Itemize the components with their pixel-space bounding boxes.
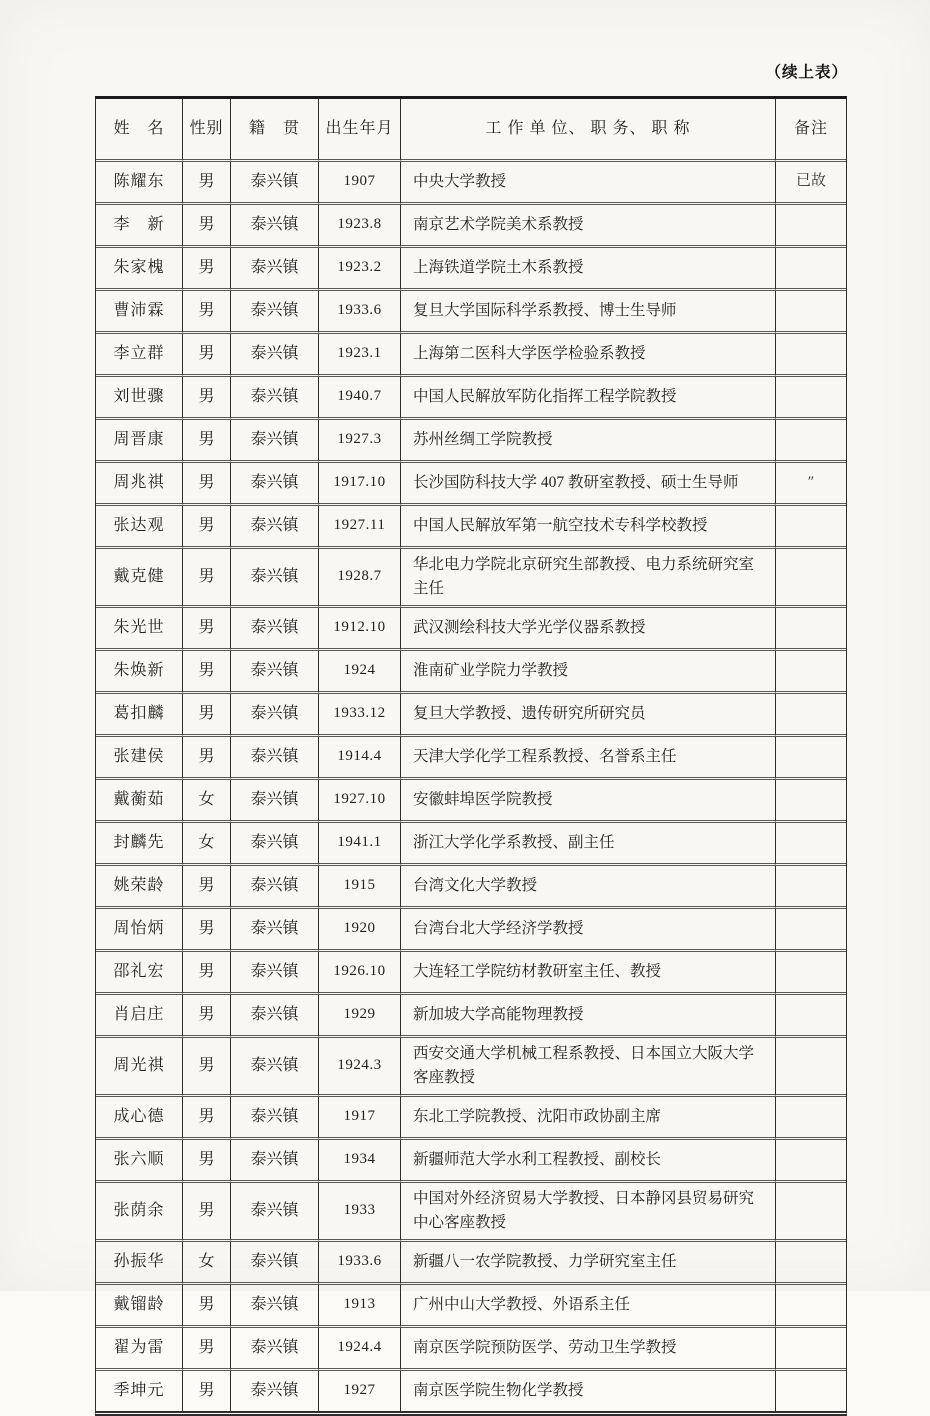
table-row bbox=[96, 866, 846, 909]
cell-native-place: 泰兴镇 bbox=[231, 780, 319, 823]
cell-remark bbox=[776, 737, 846, 780]
cell-gender: 男 bbox=[183, 694, 231, 737]
cell-name: 成心德 bbox=[96, 1097, 183, 1140]
cell-work: 西安交通大学机械工程系教授、日本国立大阪大学客座教授 bbox=[401, 1038, 776, 1097]
cell-birth: 1927.3 bbox=[319, 420, 401, 463]
cell-native-place: 泰兴镇 bbox=[231, 463, 319, 506]
cell-name: 季坤元 bbox=[96, 1371, 183, 1411]
cell-remark: ″ bbox=[776, 463, 846, 506]
cell-birth: 1913 bbox=[319, 1285, 401, 1328]
cell-native-place: 泰兴镇 bbox=[231, 1038, 319, 1097]
cell-birth: 1924.4 bbox=[319, 1328, 401, 1371]
cell-gender: 男 bbox=[183, 1285, 231, 1328]
cell-birth: 1933 bbox=[319, 1183, 401, 1242]
cell-remark bbox=[776, 823, 846, 866]
cell-gender: 男 bbox=[183, 334, 231, 377]
cell-name: 翟为雷 bbox=[96, 1328, 183, 1371]
cell-native-place: 泰兴镇 bbox=[231, 1097, 319, 1140]
cell-work: 台湾文化大学教授 bbox=[401, 866, 776, 909]
cell-gender: 男 bbox=[183, 205, 231, 248]
table-row bbox=[96, 1183, 846, 1242]
cell-remark bbox=[776, 651, 846, 694]
cell-native-place: 泰兴镇 bbox=[231, 291, 319, 334]
cell-work: 淮南矿业学院力学教授 bbox=[401, 651, 776, 694]
cell-remark bbox=[776, 1097, 846, 1140]
cell-name: 周怡炳 bbox=[96, 909, 183, 952]
cell-gender: 男 bbox=[183, 1140, 231, 1183]
cell-remark bbox=[776, 780, 846, 823]
cell-native-place: 泰兴镇 bbox=[231, 995, 319, 1038]
cell-native-place: 泰兴镇 bbox=[231, 1328, 319, 1371]
table-row bbox=[96, 1038, 846, 1097]
table-header-row bbox=[96, 99, 846, 162]
cell-birth: 1927.11 bbox=[319, 506, 401, 549]
cell-native-place: 泰兴镇 bbox=[231, 1242, 319, 1285]
cell-work: 华北电力学院北京研究生部教授、电力系统研究室主任 bbox=[401, 549, 776, 608]
cell-birth: 1934 bbox=[319, 1140, 401, 1183]
cell-birth: 1933.6 bbox=[319, 291, 401, 334]
cell-name: 张荫余 bbox=[96, 1183, 183, 1242]
cell-remark bbox=[776, 1371, 846, 1411]
cell-work: 南京艺术学院美术系教授 bbox=[401, 205, 776, 248]
cell-birth: 1924.3 bbox=[319, 1038, 401, 1097]
cell-name: 孙振华 bbox=[96, 1242, 183, 1285]
cell-work: 中央大学教授 bbox=[401, 162, 776, 205]
table-row bbox=[96, 1328, 846, 1371]
table-row bbox=[96, 205, 846, 248]
cell-native-place: 泰兴镇 bbox=[231, 651, 319, 694]
cell-native-place: 泰兴镇 bbox=[231, 694, 319, 737]
table-row bbox=[96, 1140, 846, 1183]
header-remark: 备注 bbox=[776, 99, 846, 162]
table-row bbox=[96, 334, 846, 377]
cell-work: 安徽蚌埠医学院教授 bbox=[401, 780, 776, 823]
cell-native-place: 泰兴镇 bbox=[231, 205, 319, 248]
cell-remark bbox=[776, 1328, 846, 1371]
cell-gender: 男 bbox=[183, 420, 231, 463]
cell-name: 朱光世 bbox=[96, 608, 183, 651]
cell-remark bbox=[776, 291, 846, 334]
cell-native-place: 泰兴镇 bbox=[231, 1183, 319, 1242]
table-row bbox=[96, 1242, 846, 1285]
cell-native-place: 泰兴镇 bbox=[231, 162, 319, 205]
cell-remark bbox=[776, 205, 846, 248]
cell-name: 封麟先 bbox=[96, 823, 183, 866]
cell-remark bbox=[776, 248, 846, 291]
cell-birth: 1923.8 bbox=[319, 205, 401, 248]
header-name: 姓 名 bbox=[96, 99, 183, 162]
cell-work: 南京医学院预防医学、劳动卫生学教授 bbox=[401, 1328, 776, 1371]
cell-work: 天津大学化学工程系教授、名誉系主任 bbox=[401, 737, 776, 780]
cell-name: 戴镏龄 bbox=[96, 1285, 183, 1328]
cell-name: 朱焕新 bbox=[96, 651, 183, 694]
cell-birth: 1915 bbox=[319, 866, 401, 909]
cell-name: 姚荣龄 bbox=[96, 866, 183, 909]
cell-name: 周兆祺 bbox=[96, 463, 183, 506]
cell-native-place: 泰兴镇 bbox=[231, 377, 319, 420]
table-row bbox=[96, 291, 846, 334]
table-row bbox=[96, 823, 846, 866]
table-row bbox=[96, 952, 846, 995]
cell-gender: 男 bbox=[183, 995, 231, 1038]
table-row bbox=[96, 420, 846, 463]
cell-remark bbox=[776, 1285, 846, 1328]
roster-table bbox=[95, 96, 847, 1416]
cell-work: 武汉测绘科技大学光学仪器系教授 bbox=[401, 608, 776, 651]
cell-birth: 1927.10 bbox=[319, 780, 401, 823]
header-work: 工 作 单 位、 职 务、 职 称 bbox=[401, 99, 776, 162]
cell-work: 新疆师范大学水利工程教授、副校长 bbox=[401, 1140, 776, 1183]
cell-remark bbox=[776, 1140, 846, 1183]
cell-gender: 女 bbox=[183, 823, 231, 866]
cell-name: 朱家槐 bbox=[96, 248, 183, 291]
cell-name: 张六顺 bbox=[96, 1140, 183, 1183]
cell-name: 周晋康 bbox=[96, 420, 183, 463]
cell-birth: 1933.6 bbox=[319, 1242, 401, 1285]
cell-remark bbox=[776, 1038, 846, 1097]
cell-native-place: 泰兴镇 bbox=[231, 866, 319, 909]
cell-birth: 1920 bbox=[319, 909, 401, 952]
cell-work: 新疆八一农学院教授、力学研究室主任 bbox=[401, 1242, 776, 1285]
cell-gender: 男 bbox=[183, 162, 231, 205]
cell-gender: 男 bbox=[183, 549, 231, 608]
cell-remark bbox=[776, 377, 846, 420]
cell-work: 中国人民解放军第一航空技术专科学校教授 bbox=[401, 506, 776, 549]
cell-native-place: 泰兴镇 bbox=[231, 737, 319, 780]
cell-gender: 男 bbox=[183, 248, 231, 291]
cell-remark bbox=[776, 909, 846, 952]
cell-work: 台湾台北大学经济学教授 bbox=[401, 909, 776, 952]
cell-remark bbox=[776, 420, 846, 463]
header-gender: 性别 bbox=[183, 99, 231, 162]
cell-work: 南京医学院生物化学教授 bbox=[401, 1371, 776, 1411]
cell-name: 肖启庄 bbox=[96, 995, 183, 1038]
cell-gender: 女 bbox=[183, 1242, 231, 1285]
cell-birth: 1933.12 bbox=[319, 694, 401, 737]
cell-gender: 男 bbox=[183, 463, 231, 506]
cell-work: 长沙国防科技大学 407 教研室教授、硕士生导师 bbox=[401, 463, 776, 506]
cell-birth: 1923.1 bbox=[319, 334, 401, 377]
cell-name: 戴蘅茹 bbox=[96, 780, 183, 823]
cell-work: 广州中山大学教授、外语系主任 bbox=[401, 1285, 776, 1328]
cell-native-place: 泰兴镇 bbox=[231, 1285, 319, 1328]
cell-native-place: 泰兴镇 bbox=[231, 952, 319, 995]
cell-native-place: 泰兴镇 bbox=[231, 420, 319, 463]
cell-work: 东北工学院教授、沈阳市政协副主席 bbox=[401, 1097, 776, 1140]
cell-work: 上海第二医科大学医学检验系教授 bbox=[401, 334, 776, 377]
cell-native-place: 泰兴镇 bbox=[231, 823, 319, 866]
cell-native-place: 泰兴镇 bbox=[231, 1140, 319, 1183]
cell-work: 新加坡大学高能物理教授 bbox=[401, 995, 776, 1038]
cell-gender: 男 bbox=[183, 1097, 231, 1140]
cell-remark bbox=[776, 1183, 846, 1242]
cell-gender: 男 bbox=[183, 377, 231, 420]
cell-name: 李 新 bbox=[96, 205, 183, 248]
cell-remark bbox=[776, 952, 846, 995]
table-row bbox=[96, 506, 846, 549]
cell-birth: 1907 bbox=[319, 162, 401, 205]
cell-birth: 1940.7 bbox=[319, 377, 401, 420]
cell-work: 复旦大学国际科学系教授、博士生导师 bbox=[401, 291, 776, 334]
cell-birth: 1914.4 bbox=[319, 737, 401, 780]
table-row bbox=[96, 549, 846, 608]
cell-name: 周光祺 bbox=[96, 1038, 183, 1097]
cell-work: 中国对外经济贸易大学教授、日本静冈县贸易研究中心客座教授 bbox=[401, 1183, 776, 1242]
table-row bbox=[96, 1097, 846, 1140]
cell-gender: 男 bbox=[183, 1038, 231, 1097]
table-row bbox=[96, 737, 846, 780]
cell-name: 葛扣麟 bbox=[96, 694, 183, 737]
table-row bbox=[96, 780, 846, 823]
cell-birth: 1923.2 bbox=[319, 248, 401, 291]
table-row bbox=[96, 995, 846, 1038]
cell-native-place: 泰兴镇 bbox=[231, 549, 319, 608]
cell-native-place: 泰兴镇 bbox=[231, 909, 319, 952]
cell-name: 张达观 bbox=[96, 506, 183, 549]
cell-work: 中国人民解放军防化指挥工程学院教授 bbox=[401, 377, 776, 420]
cell-work: 上海铁道学院土木系教授 bbox=[401, 248, 776, 291]
cell-remark bbox=[776, 995, 846, 1038]
cell-name: 曹沛霖 bbox=[96, 291, 183, 334]
cell-remark bbox=[776, 608, 846, 651]
cell-gender: 男 bbox=[183, 737, 231, 780]
table-row bbox=[96, 1285, 846, 1328]
cell-name: 张建侯 bbox=[96, 737, 183, 780]
cell-name: 刘世骤 bbox=[96, 377, 183, 420]
cell-work: 复旦大学教授、遗传研究所研究员 bbox=[401, 694, 776, 737]
cell-birth: 1917.10 bbox=[319, 463, 401, 506]
cell-name: 戴克健 bbox=[96, 549, 183, 608]
cell-gender: 男 bbox=[183, 608, 231, 651]
header-native-place: 籍 贯 bbox=[231, 99, 319, 162]
cell-gender: 男 bbox=[183, 291, 231, 334]
table-header bbox=[96, 99, 846, 162]
cell-birth: 1928.7 bbox=[319, 549, 401, 608]
cell-birth: 1929 bbox=[319, 995, 401, 1038]
cell-birth: 1924 bbox=[319, 651, 401, 694]
cell-name: 陈耀东 bbox=[96, 162, 183, 205]
cell-gender: 男 bbox=[183, 1328, 231, 1371]
cell-remark bbox=[776, 1242, 846, 1285]
cell-remark bbox=[776, 694, 846, 737]
continuation-note: （续上表） bbox=[765, 64, 848, 81]
cell-birth: 1917 bbox=[319, 1097, 401, 1140]
cell-gender: 女 bbox=[183, 780, 231, 823]
table-row bbox=[96, 694, 846, 737]
cell-remark: 已故 bbox=[776, 162, 846, 205]
table-row bbox=[96, 651, 846, 694]
cell-native-place: 泰兴镇 bbox=[231, 248, 319, 291]
cell-gender: 男 bbox=[183, 506, 231, 549]
cell-birth: 1926.10 bbox=[319, 952, 401, 995]
cell-remark bbox=[776, 549, 846, 608]
cell-birth: 1912.10 bbox=[319, 608, 401, 651]
table-row bbox=[96, 162, 846, 205]
cell-gender: 男 bbox=[183, 866, 231, 909]
header-birth: 出生年月 bbox=[319, 99, 401, 162]
table-row bbox=[96, 377, 846, 420]
table-body bbox=[96, 162, 846, 1411]
cell-native-place: 泰兴镇 bbox=[231, 506, 319, 549]
cell-native-place: 泰兴镇 bbox=[231, 1371, 319, 1411]
cell-gender: 男 bbox=[183, 1183, 231, 1242]
table-row bbox=[96, 463, 846, 506]
cell-remark bbox=[776, 334, 846, 377]
cell-birth: 1927 bbox=[319, 1371, 401, 1411]
cell-remark bbox=[776, 866, 846, 909]
table-row bbox=[96, 248, 846, 291]
cell-gender: 男 bbox=[183, 651, 231, 694]
cell-gender: 男 bbox=[183, 1371, 231, 1411]
table-row bbox=[96, 608, 846, 651]
table-row bbox=[96, 909, 846, 952]
cell-name: 邵礼宏 bbox=[96, 952, 183, 995]
cell-gender: 男 bbox=[183, 909, 231, 952]
cell-work: 大连轻工学院纺材教研室主任、教授 bbox=[401, 952, 776, 995]
cell-work: 苏州丝绸工学院教授 bbox=[401, 420, 776, 463]
cell-native-place: 泰兴镇 bbox=[231, 334, 319, 377]
cell-remark bbox=[776, 506, 846, 549]
cell-gender: 男 bbox=[183, 952, 231, 995]
cell-birth: 1941.1 bbox=[319, 823, 401, 866]
table-row bbox=[96, 1371, 846, 1411]
cell-name: 李立群 bbox=[96, 334, 183, 377]
cell-native-place: 泰兴镇 bbox=[231, 608, 319, 651]
cell-work: 浙江大学化学系教授、副主任 bbox=[401, 823, 776, 866]
